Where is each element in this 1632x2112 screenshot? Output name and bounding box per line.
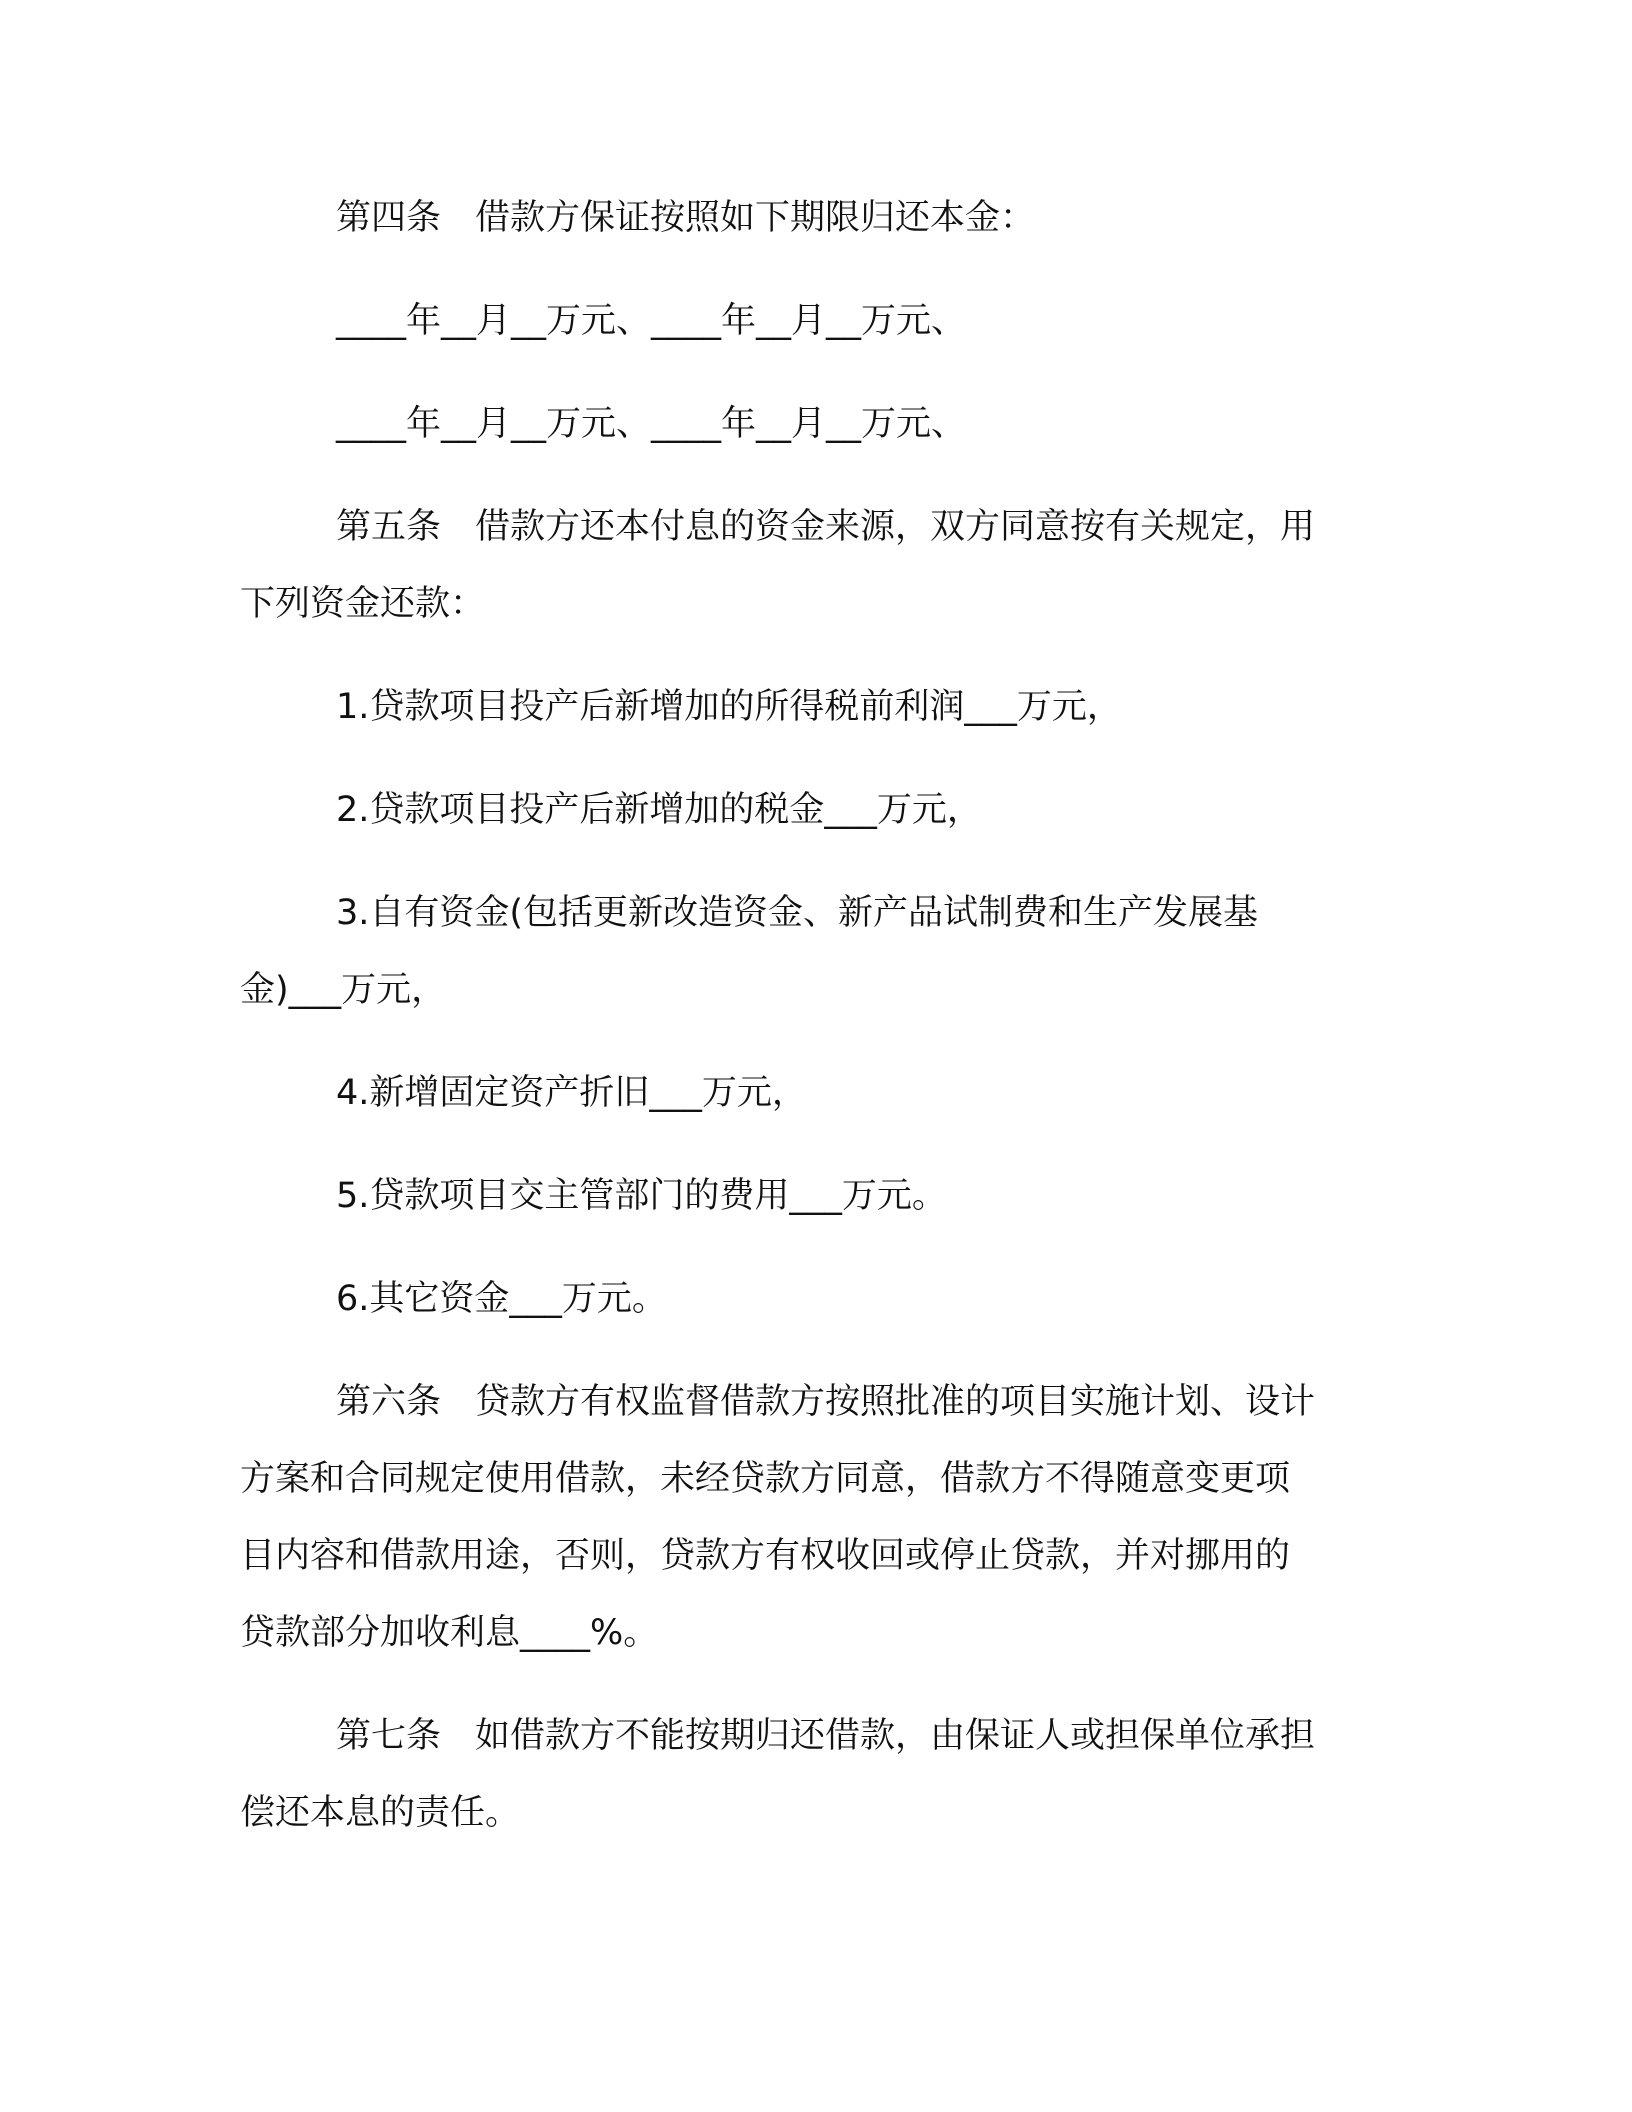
article-4-text: 借款方保证按照如下期限归还本金： — [475, 198, 1036, 238]
fund-item-text: 3.自有资金(包括更新改造资金、新产品试制费和生产发展基 — [336, 893, 1259, 933]
fund-item-6 — [240, 1261, 1380, 1338]
article-6 — [240, 1364, 1380, 1672]
article-4 — [240, 180, 1380, 257]
article-6-line-1 — [240, 1364, 1380, 1441]
article-5-text: 借款方还本付息的资金来源，双方同意按有关规定，用 — [475, 507, 1316, 547]
article-6-text: 贷款方有权监督借款方按照批准的项目实施计划、设计 — [475, 1382, 1316, 1422]
article-6-line-2: 方案和合同规定使用借款，未经贷款方同意，借款方不得随意变更项 — [240, 1459, 1291, 1499]
article-6-line-4: 贷款部分加收利息____%。 — [240, 1613, 659, 1653]
repayment-schedule-1 — [240, 283, 1380, 360]
schedule-line: ____年__月__万元、____年__月__万元、 — [336, 301, 967, 341]
repayment-schedule-2 — [240, 386, 1380, 463]
fund-item-text: 4.新增固定资产折旧___万元， — [336, 1073, 807, 1113]
article-7-text: 如借款方不能按期归还借款，由保证人或担保单位承担 — [475, 1716, 1316, 1756]
article-6-label: 第六条 — [336, 1382, 442, 1422]
fund-item-text: 2.贷款项目投产后新增加的税金___万元， — [336, 790, 982, 830]
fund-item-3 — [240, 875, 1380, 1029]
fund-item-text: 1.贷款项目投产后新增加的所得税前利润___万元， — [336, 687, 1122, 727]
fund-item-text: 6.其它资金___万元。 — [336, 1279, 667, 1319]
fund-item-4 — [240, 1055, 1380, 1132]
fund-item-text: 5.贷款项目交主管部门的费用___万元。 — [336, 1176, 947, 1216]
article-7-label: 第七条 — [336, 1716, 442, 1756]
article-4-label: 第四条 — [336, 198, 442, 238]
article-5-line-1 — [240, 489, 1380, 566]
fund-item-5 — [240, 1158, 1380, 1235]
schedule-line: ____年__月__万元、____年__月__万元、 — [336, 404, 967, 444]
fund-item-1 — [240, 669, 1380, 746]
article-7-line-1 — [240, 1698, 1380, 1775]
article-5-label: 第五条 — [336, 507, 442, 547]
article-6-line-3: 目内容和借款用途，否则，贷款方有权收回或停止贷款，并对挪用的 — [240, 1536, 1291, 1576]
article-7-line-2: 偿还本息的责任。 — [240, 1793, 521, 1833]
article-5-line-2: 下列资金还款： — [240, 584, 486, 624]
article-7 — [240, 1698, 1380, 1852]
fund-item-2 — [240, 772, 1380, 849]
fund-item-text-cont: 金)___万元， — [240, 970, 447, 1010]
article-4-line — [240, 180, 1380, 257]
article-5 — [240, 489, 1380, 643]
